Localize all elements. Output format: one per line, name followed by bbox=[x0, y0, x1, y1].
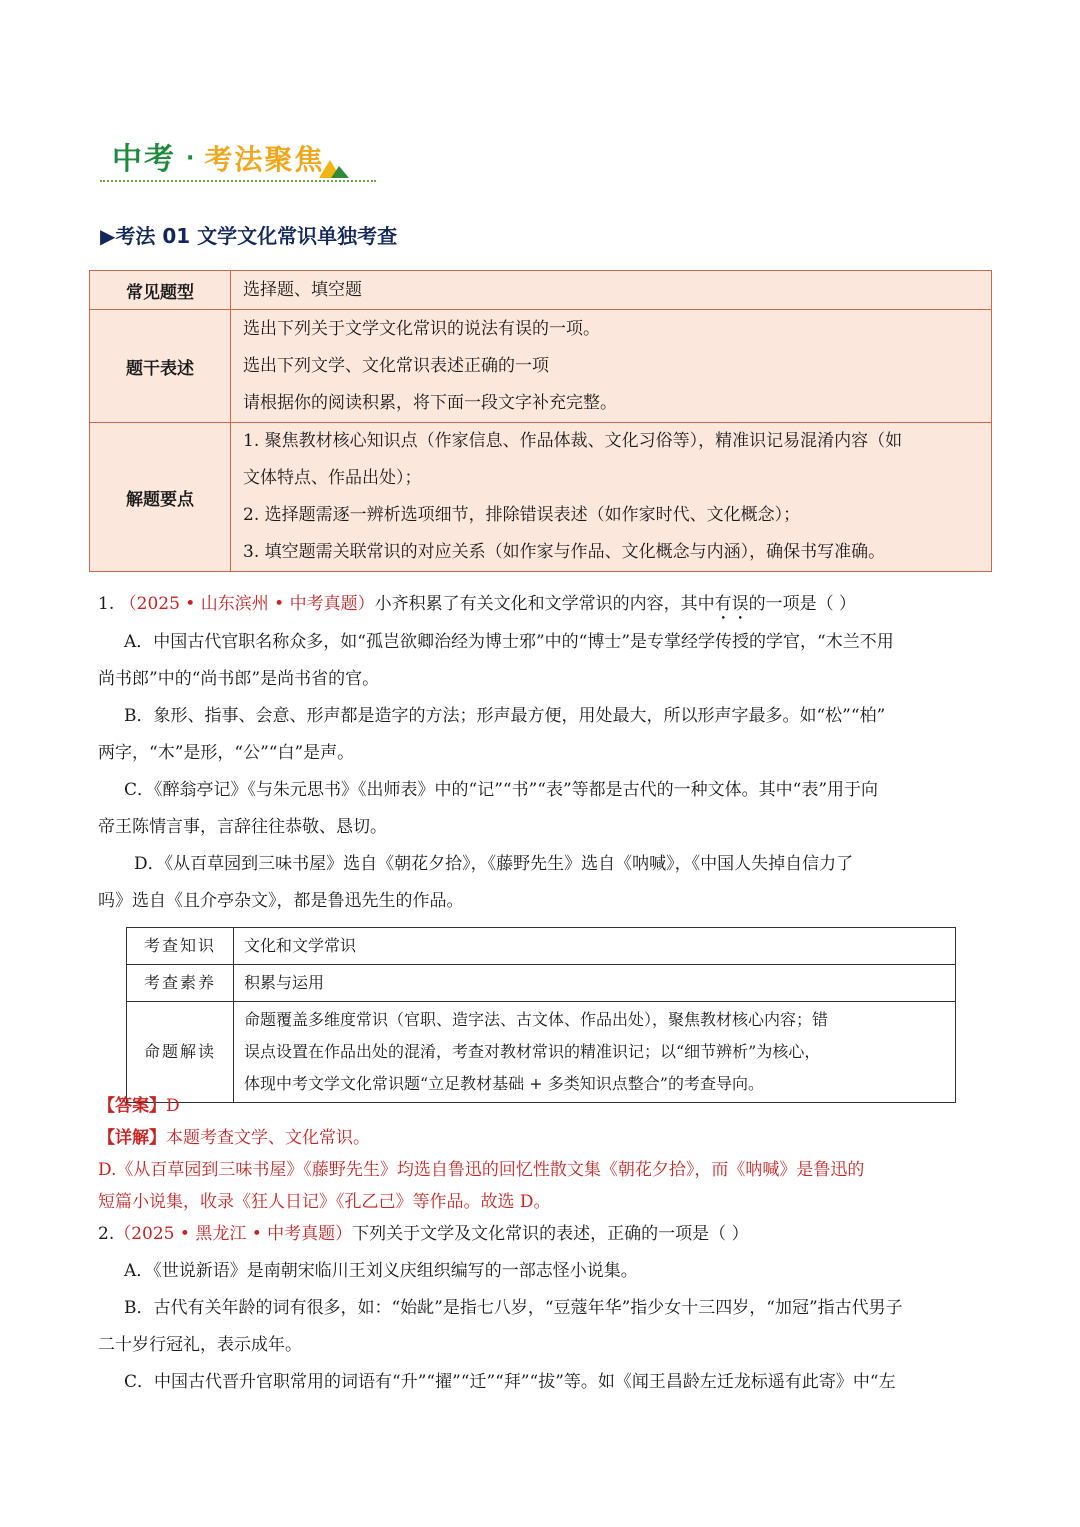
logo-sep: · bbox=[186, 146, 195, 171]
detail-text: 本题考查文学、文化常识。 bbox=[166, 1128, 370, 1148]
question-source: （2025 • 黑龙江 • 中考真题） bbox=[114, 1224, 353, 1244]
row-line: 3. 填空题需关联常识的对应关系（如作家与作品、文化概念与内涵），确保书写准确。 bbox=[243, 542, 886, 562]
row-line: 体现中考文学文化常识题“立足教材基础 + 多类知识点整合”的考查导向。 bbox=[244, 1074, 764, 1093]
option-a-cont: 尚书郎”中的“尚书郎”是尚书省的官。 bbox=[98, 669, 380, 689]
option-d: D．《从百草园到三味书屋》选自《朝花夕拾》，《藤野先生》选自《呐喊》，《中国人失掉自信力了 bbox=[134, 854, 854, 874]
option-d-cont: 吗》选自《且介亭杂文》，都是鲁迅先生的作品。 bbox=[98, 891, 464, 911]
row-line: 选出下列文学、文化常识表述正确的一项 bbox=[243, 355, 549, 376]
option-c: C．《醉翁亭记》《与朱元思书》《出师表》中的“记”“书”“表”等都是古代的一种文体。其中“表”用于向 bbox=[124, 780, 879, 800]
explanation-line: 短篇小说集，收录《狂人日记》《孔乙己》等作品。故选 D。 bbox=[98, 1192, 551, 1212]
row-label: 解题要点 bbox=[90, 423, 231, 572]
answer-label: 【答案】 bbox=[98, 1096, 166, 1116]
row-line: 选出下列关于文学文化常识的说法有误的一项。 bbox=[243, 318, 600, 339]
option-b-cont: 二十岁行冠礼，表示成年。 bbox=[98, 1335, 302, 1355]
question-source: （2025 • 山东滨州 • 中考真题） bbox=[119, 594, 375, 614]
answer-line bbox=[98, 1090, 988, 1122]
option-c-cont: 帝王陈情言事，言辞往往恭敬、恳切。 bbox=[98, 817, 387, 837]
row-line: 命题覆盖多维度常识（官职、造字法、古文体、作品出处），聚焦教材核心内容；错 bbox=[244, 1010, 829, 1029]
section-title: ▶考法 01 文学文化常识单独考查 bbox=[100, 224, 398, 248]
stem-text: 小齐积累了有关文化和文学常识的内容，其中 bbox=[374, 594, 715, 614]
stem-text: 的一项是（ ） bbox=[748, 594, 856, 614]
table-row bbox=[90, 423, 992, 572]
question-number: 1. bbox=[98, 594, 115, 614]
question-stem bbox=[98, 586, 983, 624]
answer-value: D bbox=[166, 1096, 180, 1116]
question-number: 2. bbox=[98, 1224, 115, 1244]
question-stem bbox=[98, 1216, 983, 1253]
table-row bbox=[127, 1002, 956, 1103]
row-line: 文化和文学常识 bbox=[244, 936, 357, 955]
row-line: 2. 选择题需逐一辨析选项细节，排除错误表述（如作家时代、文化概念）； bbox=[243, 505, 801, 525]
logo-underline bbox=[100, 180, 376, 182]
row-label: 常见题型 bbox=[90, 271, 231, 310]
table-row bbox=[127, 965, 956, 1002]
row-label: 考查素养 bbox=[127, 965, 234, 1002]
row-line: 选择题、填空题 bbox=[243, 279, 362, 300]
option-b: B．古代有关年龄的词有很多，如：“始龀”是指七八岁，“豆蔻年华”指少女十三四岁，“加冠”指古代男子 bbox=[124, 1298, 903, 1318]
detail-line bbox=[98, 1122, 988, 1154]
row-label: 命题解读 bbox=[127, 1002, 234, 1103]
logo-part1: 中考 bbox=[112, 142, 176, 177]
logo-part2: 考法聚焦 bbox=[204, 143, 325, 176]
detail-label: 【详解】 bbox=[98, 1128, 166, 1148]
table-row bbox=[127, 928, 956, 965]
row-line: 文体特点、作品出处）； bbox=[243, 468, 422, 488]
explanation-line: D.《从百草园到三味书屋》《藤野先生》均选自鲁迅的回忆性散文集《朝花夕拾》，而《呐喊》是鲁迅的 bbox=[98, 1160, 865, 1180]
analysis-table bbox=[126, 927, 956, 1103]
question-2 bbox=[98, 1216, 983, 1401]
stem-text: 下列关于文学及文化常识的表述，正确的一项是（ ） bbox=[352, 1224, 749, 1244]
row-line: 1. 聚焦教材核心知识点（作家信息、作品体裁、文化习俗等），精准识记易混淆内容（如 bbox=[243, 431, 903, 451]
row-line: 请根据你的阅读积累，将下面一段文字补充完整。 bbox=[243, 392, 617, 413]
row-line: 误点设置在作品出处的混淆，考查对教材常识的精准识记；以“细节辨析”为核心， bbox=[244, 1042, 821, 1061]
option-b: B．象形、指事、会意、形声都是造字的方法；形声最方便，用处最大，所以形声字最多。如“松”“柏” bbox=[124, 706, 886, 726]
row-line: 积累与运用 bbox=[244, 973, 325, 992]
question-1 bbox=[98, 586, 983, 920]
table-row bbox=[90, 271, 992, 310]
key-table bbox=[89, 270, 992, 572]
stem-emphasis: 有误 bbox=[714, 594, 749, 614]
option-b-cont: 两字，“木”是形，“公”“白”是声。 bbox=[98, 743, 355, 763]
answer-block bbox=[98, 1090, 988, 1218]
table-row bbox=[90, 310, 992, 423]
mountain-icon bbox=[319, 156, 349, 178]
row-label: 题干表述 bbox=[90, 310, 231, 423]
row-label: 考查知识 bbox=[127, 928, 234, 965]
option-a: A．《世说新语》是南朝宋临川王刘义庆组织编写的一部志怪小说集。 bbox=[124, 1261, 638, 1281]
section-logo bbox=[112, 134, 324, 182]
option-c: C．中国古代晋升官职常用的词语有“升”“擢”“迁”“拜”“拔”等。如《闻王昌龄左迁龙标遥有此寄》中“左 bbox=[124, 1372, 896, 1392]
option-a: A．中国古代官职名称众多，如“孤岂欲卿治经为博士邪”中的“博士”是专掌经学传授的学官，“木兰不用 bbox=[124, 632, 894, 652]
